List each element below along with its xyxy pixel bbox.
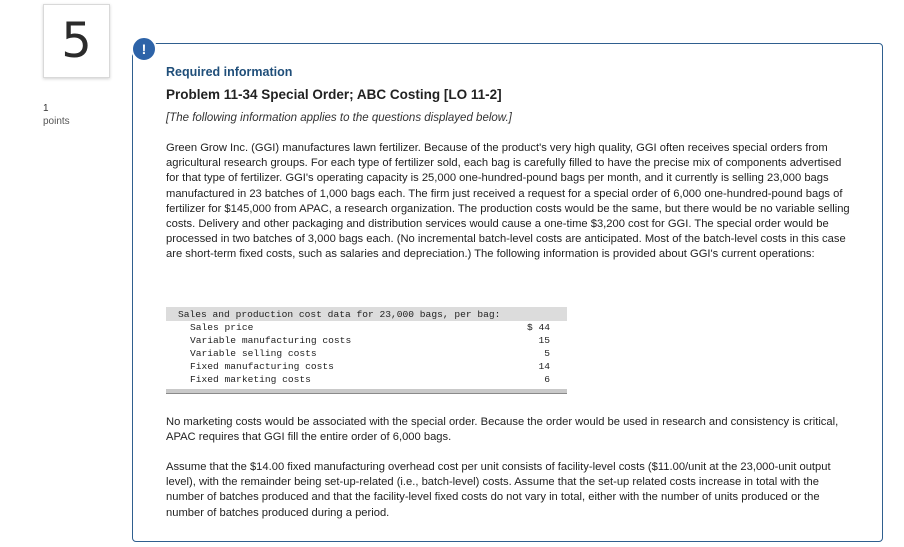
question-number: 5 [43, 4, 110, 78]
exclamation-icon: ! [131, 36, 157, 62]
problem-paragraph-2: No marketing costs would be associated with the special order. Because the order would be used in research and consistency is critical, APAC requires that GGI fill the entire order of 6,000 bags. [166, 416, 839, 444]
row-value: $ 44 [526, 322, 550, 333]
row-label: Sales price [190, 322, 254, 333]
problem-title: Problem 11-34 Special Order; ABC Costing [LO 11-2] [166, 87, 502, 102]
row-value: 6 [544, 374, 550, 385]
problem-paragraph-3: Assume that the $14.00 fixed manufacturing overhead cost per unit consists of facility-level costs ($11.00/unit at the 23,000-unit output level), with the remainder being set-up-related (i.e., batch-level) costs. Assume that the set-up related costs increase in total with the number of batches produced and that the facility-level fixed costs do not vary in total, either with the number of units produced or the number of batches produced during a period. [166, 461, 831, 519]
table-bottom-rule [166, 389, 567, 394]
table-row [166, 373, 567, 386]
row-value: 15 [538, 335, 550, 346]
table-header-row [166, 307, 567, 321]
cost-data-table [166, 307, 567, 386]
row-label: Fixed marketing costs [190, 374, 311, 385]
table-row [166, 360, 567, 373]
table-header: Sales and production cost data for 23,000 bags, per bag: [166, 307, 567, 321]
table-row [166, 347, 567, 360]
table-row [166, 334, 567, 347]
points-value: 1 [43, 103, 49, 114]
row-label: Fixed manufacturing costs [190, 361, 334, 372]
row-label: Variable selling costs [190, 348, 317, 359]
problem-paragraph-1: Green Grow Inc. (GGI) manufactures lawn fertilizer. Because of the product's very high quality, GGI often receives special orders from agricultural research groups. For each type of fertilizer sold, each bag is carefully filled to have the precise mix of components advertised for that type of fertilizer. GGI's operating capacity is 25,000 one-hundred-pound bags per month, and it currently is selling 23,000 bags manufactured in 23 batches of 1,000 bags each. The firm just received a request for a special order of 6,000 one-hundred-pound bags of fertilizer for $145,000 from APAC, a research organization. The production costs would be the same, but there would be no variable selling costs. Delivery and other packaging and distribution services would cause a one-time $3,200 cost for GGI. The special order would be processed in two batches of 3,000 bags each. (No incremental batch-level costs are anticipated. Most of the batch-level costs in this case are short-term fixed costs, such as salaries and depreciation.) The following information is provided about GGI's current operations: [166, 142, 850, 261]
points-label: points [43, 116, 70, 127]
row-value: 5 [544, 348, 550, 359]
table-row [166, 321, 567, 334]
row-value: 14 [538, 361, 550, 372]
problem-subtitle: [The following information applies to the questions displayed below.] [166, 112, 512, 124]
row-label: Variable manufacturing costs [190, 335, 352, 346]
required-information-heading: Required information [166, 65, 293, 79]
